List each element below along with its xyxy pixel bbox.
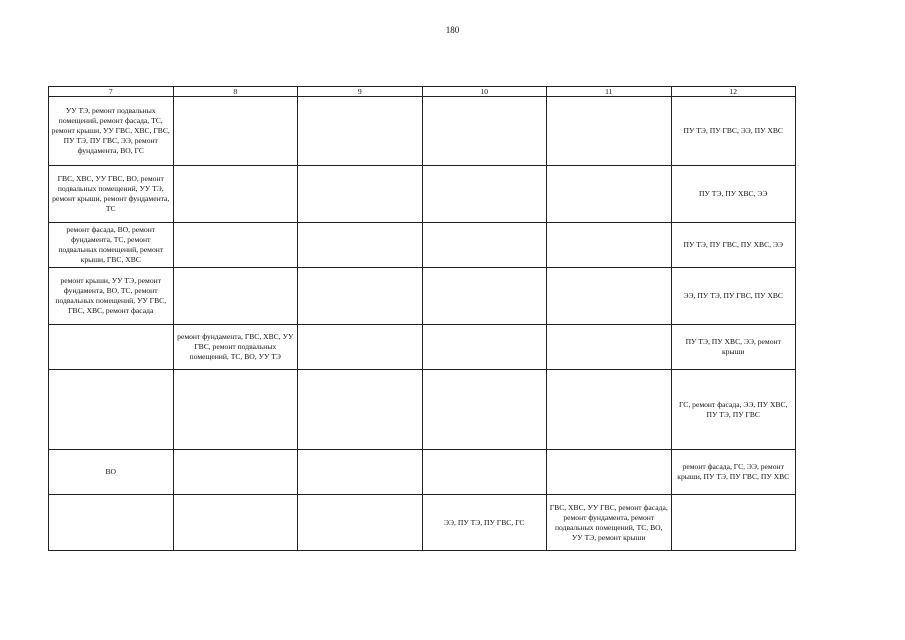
table-cell — [671, 495, 796, 551]
table-cell — [298, 495, 423, 551]
table-cell: ремонт фасада, ВО, ремонт фундамента, ТС, ремонт подвальных помещений, ремонт крыши, ГВС, ХВС — [49, 223, 174, 268]
table-cell — [173, 166, 298, 223]
table-cell: УУ ТЭ, ремонт подвальных помещений, ремонт фасада, ТС, ремонт крыши, УУ ГВС, ХВС, ГВС, ПУ ТЭ, ПУ ГВС, ЭЭ, ремонт фундамента, ВО, ГС — [49, 97, 174, 166]
table-cell — [298, 97, 423, 166]
header-cell: 12 — [671, 87, 796, 97]
table-cell: ПУ ТЭ, ПУ ГВС, ЭЭ, ПУ ХВС — [671, 97, 796, 166]
table-cell — [49, 370, 174, 450]
table-cell: ремонт фасада, ГС, ЭЭ, ремонт крыши, ПУ ТЭ, ПУ ГВС, ПУ ХВС — [671, 450, 796, 495]
table-cell: ПУ ТЭ, ПУ ХВС, ЭЭ, ремонт крыши — [671, 325, 796, 370]
table-cell — [422, 268, 547, 325]
header-cell: 9 — [298, 87, 423, 97]
table-row — [49, 166, 796, 223]
table-row — [49, 268, 796, 325]
table-cell — [173, 450, 298, 495]
table-cell — [49, 325, 174, 370]
table-cell: ВО — [49, 450, 174, 495]
table-cell — [547, 166, 672, 223]
table-cell — [173, 370, 298, 450]
table-row — [49, 450, 796, 495]
table-cell: ремонт фундамента, ГВС, ХВС, УУ ГВС, ремонт подвальных помещений, ТС, ВО, УУ ТЭ — [173, 325, 298, 370]
header-cell: 8 — [173, 87, 298, 97]
header-row — [49, 87, 796, 97]
table-cell: ПУ ТЭ, ПУ ХВС, ЭЭ — [671, 166, 796, 223]
table-cell: ЭЭ, ПУ ТЭ, ПУ ГВС, ПУ ХВС — [671, 268, 796, 325]
table-row — [49, 495, 796, 551]
header-cell: 11 — [547, 87, 672, 97]
table-cell — [422, 370, 547, 450]
table-cell — [49, 495, 174, 551]
table-cell — [298, 268, 423, 325]
table-cell — [298, 223, 423, 268]
table-cell — [422, 97, 547, 166]
table-cell — [547, 268, 672, 325]
table-cell — [173, 495, 298, 551]
table-cell: ГВС, ХВС, УУ ГВС, ВО, ремонт подвальных помещений, УУ ТЭ, ремонт крыши, ремонт фундамента, ТС — [49, 166, 174, 223]
table-cell — [298, 166, 423, 223]
page-number: 180 — [445, 25, 460, 35]
table-row — [49, 370, 796, 450]
table-cell — [298, 370, 423, 450]
table-row — [49, 223, 796, 268]
table-cell: ГС, ремонт фасада, ЭЭ, ПУ ХВС, ПУ ТЭ, ПУ ГВС — [671, 370, 796, 450]
table-cell — [298, 325, 423, 370]
table-cell — [547, 325, 672, 370]
table-cell: ПУ ТЭ, ПУ ГВС, ПУ ХВС, ЭЭ — [671, 223, 796, 268]
table-cell — [547, 97, 672, 166]
table-row — [49, 97, 796, 166]
header-cell: 7 — [49, 87, 174, 97]
table-cell: ГВС, ХВС, УУ ГВС, ремонт фасада, ремонт фундамента, ремонт подвальных помещений, ТС, ВО, УУ ТЭ, ремонт крыши — [547, 495, 672, 551]
table-cell — [547, 223, 672, 268]
table-cell — [422, 223, 547, 268]
table-cell — [173, 268, 298, 325]
table-cell: ремонт крыши, УУ ТЭ, ремонт фундамента, ВО, ТС, ремонт подвальных помещений, УУ ГВС, ГВС, ХВС, ремонт фасада — [49, 268, 174, 325]
table-row — [49, 325, 796, 370]
header-cell: 10 — [422, 87, 547, 97]
table-cell — [173, 223, 298, 268]
table-cell — [173, 97, 298, 166]
table-cell — [298, 450, 423, 495]
table-cell: ЭЭ, ПУ ТЭ, ПУ ГВС, ГС — [422, 495, 547, 551]
table-cell — [422, 325, 547, 370]
table-cell — [422, 450, 547, 495]
table-cell — [422, 166, 547, 223]
table-cell — [547, 450, 672, 495]
table-cell — [547, 370, 672, 450]
data-table — [48, 86, 796, 551]
